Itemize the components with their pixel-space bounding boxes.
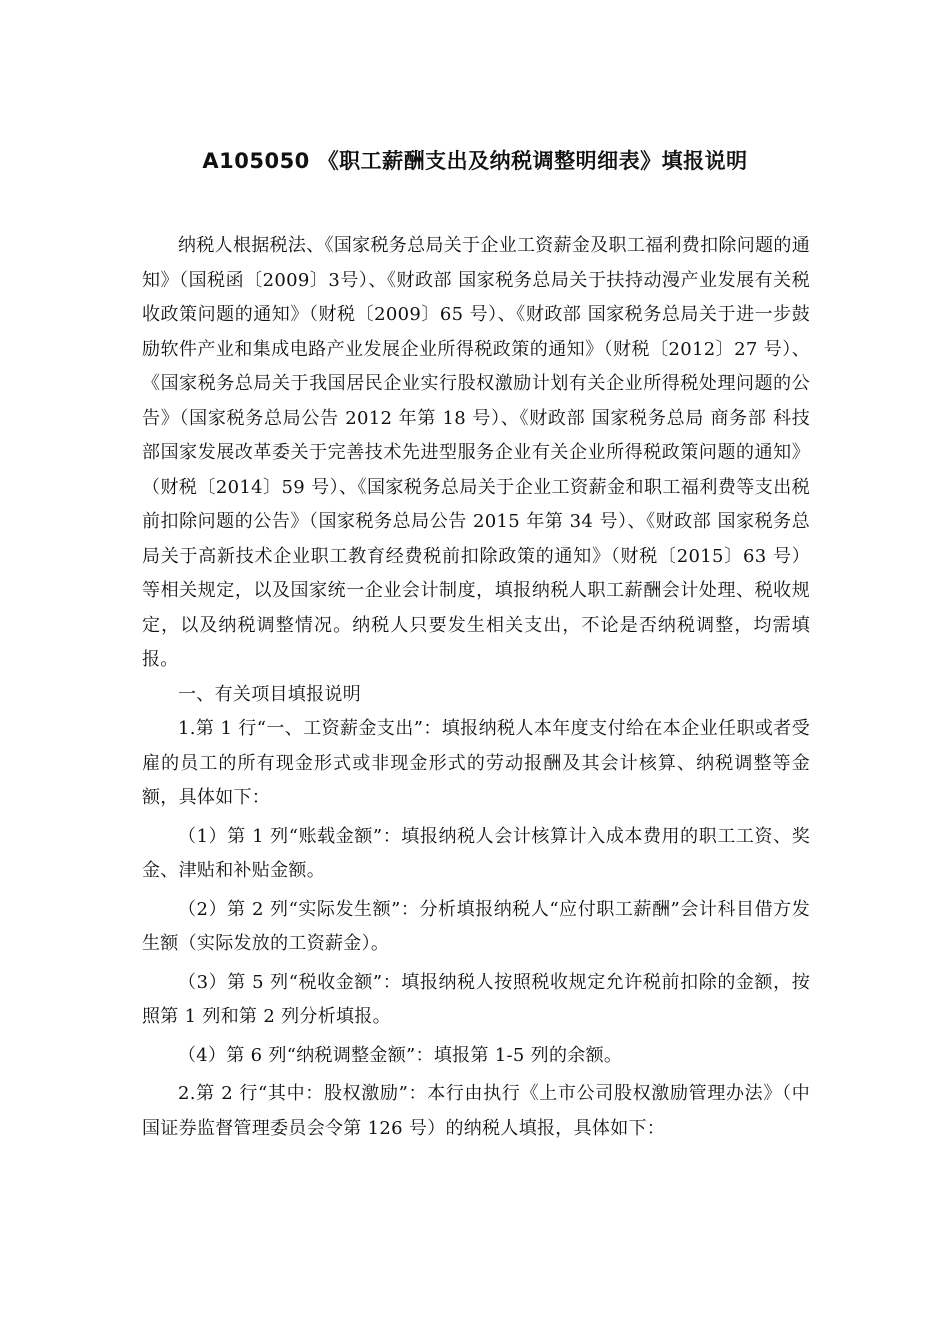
intro-paragraph: 纳税人根据税法、《国家税务总局关于企业工资薪金及职工福利费扣除问题的通知》（国税函〔2009〕3号）、《财政部 国家税务总局关于扶持动漫产业发展有关税收政策问题的通知》（财税〔2009〕65 号）、《财政部 国家税务总局关于进一步鼓励软件产业和集成电路产业发展企业所得税政策的通知》（财税〔2012〕27 号）、《国家税务总局关于我国居民企业实行股权激励计划有关企业所得税处理问题的公告》（国家税务总局公告 2012 年第 18 号）、《财政部 国家税务总局 商务部 科技部国家发展改革委关于完善技术先进型服务企业有关企业所得税政策问题的通知》（财税〔2014〕59 号）、《国家税务总局关于企业工资薪金和职工福利费等支出税前扣除问题的公告》（国家税务总局公告 2015 年第 34 号）、《财政部 国家税务总局关于高新技术企业职工教育经费税前扣除政策的通知》（财税〔2015〕63 号）等相关规定，以及国家统一企业会计制度，填报纳税人职工薪酬会计处理、税收规定，以及纳税调整情况。纳税人只要发生相关支出，不论是否纳税调整，均需填报。 <box>142 235 810 670</box>
item-1-sub-3: （3）第 5 列“税收金额”：填报纳税人按照税收规定允许税前扣除的金额，按照第 1 列和第 2 列分析填报。 <box>142 971 810 1027</box>
item-1-sub-1: （1）第 1 列“账载金额”：填报纳税人会计核算计入成本费用的职工工资、奖金、津贴和补贴金额。 <box>142 825 810 881</box>
document-body <box>142 229 810 1146</box>
item-1-paragraph: 1.第 1 行“一、工资薪金支出”：填报纳税人本年度支付给在本企业任职或者受雇的员工的所有现金形式或非现金形式的劳动报酬及其会计核算、纳税调整等金额，具体如下： <box>142 718 810 808</box>
item-1-sub-4: （4）第 6 列“纳税调整金额”：填报第 1-5 列的余额。 <box>178 1044 623 1066</box>
item-2-paragraph: 2.第 2 行“其中：股权激励”：本行由执行《上市公司股权激励管理办法》（中国证券监督管理委员会令第 126 号）的纳税人填报，具体如下： <box>142 1083 810 1139</box>
item-1-sub-2: （2）第 2 列“实际发生额”：分析填报纳税人“应付职工薪酬”会计科目借方发生额（实际发放的工资薪金）。 <box>142 898 810 954</box>
section-heading: 一、有关项目填报说明 <box>178 683 361 705</box>
document-title: A105050 《职工薪酬支出及纳税调整明细表》填报说明 <box>202 149 748 173</box>
